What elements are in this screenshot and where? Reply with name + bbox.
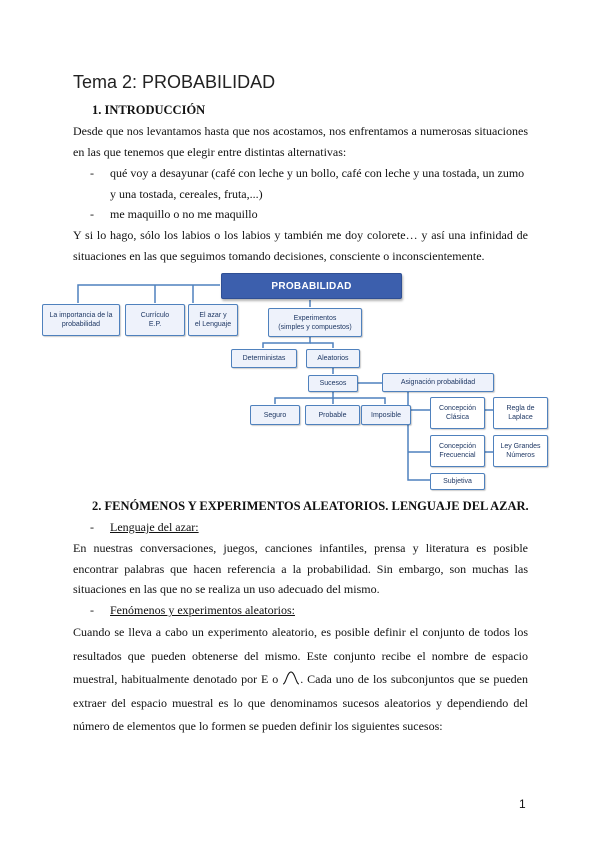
concepcion-clasica-node: Concepción Clásica: [430, 397, 485, 429]
regla-laplace-node: Regla de Laplace: [493, 397, 548, 429]
deterministas-node: Deterministas: [231, 349, 297, 368]
subheading-lenguaje-azar: Lenguaje del azar:: [110, 520, 199, 534]
experimentos-node: Experimentos (simples y compuestos): [268, 308, 362, 337]
sucesos-node: Sucesos: [308, 375, 358, 392]
page-title: Tema 2: PROBABILIDAD: [73, 72, 276, 92]
espacio-muestral-text-a: Cuando se lleva a cabo un experimento aleatorio, es posible definir el conjunto de todos los resultados que pueden obtenerse del mismo. Este conjunto recibe el nombre de espacio muestral, habitualmente denotado por E o: [73, 625, 528, 686]
subheading-fenomenos: Fenómenos y experimentos aleatorios:: [110, 603, 295, 617]
bullet-marker: -: [90, 603, 94, 617]
espacio-muestral-text-b: . Cada uno de los subconjuntos que se pueden extraer del espacio muestral es lo que denominamos sucesos aleatorios y dependiendo del número de elementos que lo formen se pueden definir los siguientes sucesos:: [73, 672, 529, 733]
importancia-node: La importancia de la probabilidad: [42, 304, 120, 336]
imposible-node: Imposible: [361, 405, 411, 425]
probabilidad-main-node: PROBABILIDAD: [221, 273, 402, 299]
concepcion-frecuencial-node: Concepción Frecuencial: [430, 435, 485, 467]
asignacion-probabilidad-node: Asignación probabilidad: [382, 373, 494, 392]
bullet-breakfast: qué voy a desayunar (café con leche y un bollo, café con leche y una tostada, un zumo y una tostada, cereales, fruta,...): [110, 166, 525, 201]
after-bullets-paragraph: Y si lo hago, sólo los labios o los labios y también me doy colorete… y así una infinidad de situaciones en las que seguimos tomando decisiones, consciente o inconscientemente.: [73, 228, 528, 263]
section-1-heading: 1. INTRODUCCIÓN: [92, 103, 206, 117]
azar-lenguaje-node: El azar y el Lenguaje: [188, 304, 238, 336]
omega-symbol-icon: [282, 671, 300, 685]
bullet-marker: -: [90, 207, 94, 221]
espacio-muestral-paragraph: [73, 621, 528, 739]
curriculo-node: Currículo E.P.: [125, 304, 185, 336]
lenguaje-azar-paragraph: En nuestras conversaciones, juegos, canciones infantiles, prensa y literatura es posible encontrar palabras que hacen referencia a la probabilidad. Sin embargo, son muchas las situaciones en las que no se realiza un uso adecuado del mismo.: [73, 541, 528, 596]
bullet-makeup: me maquillo o no me maquillo: [110, 207, 258, 221]
probability-concept-map: [38, 270, 558, 495]
section-2-heading: 2. FENÓMENOS Y EXPERIMENTOS ALEATORIOS. LENGUAJE DEL AZAR.: [92, 499, 529, 513]
bullet-marker: -: [90, 166, 94, 180]
intro-paragraph: Desde que nos levantamos hasta que nos acostamos, nos enfrentamos a numerosas situaciones en las que tenemos que elegir entre distintas alternativas:: [73, 124, 528, 159]
probable-node: Probable: [305, 405, 360, 425]
page-number: 1: [519, 797, 526, 811]
ley-grandes-numeros-node: Ley Grandes Números: [493, 435, 548, 467]
aleatorios-node: Aleatorios: [306, 349, 360, 368]
bullet-marker: -: [90, 520, 94, 534]
seguro-node: Seguro: [250, 405, 300, 425]
subjetiva-node: Subjetiva: [430, 473, 485, 490]
